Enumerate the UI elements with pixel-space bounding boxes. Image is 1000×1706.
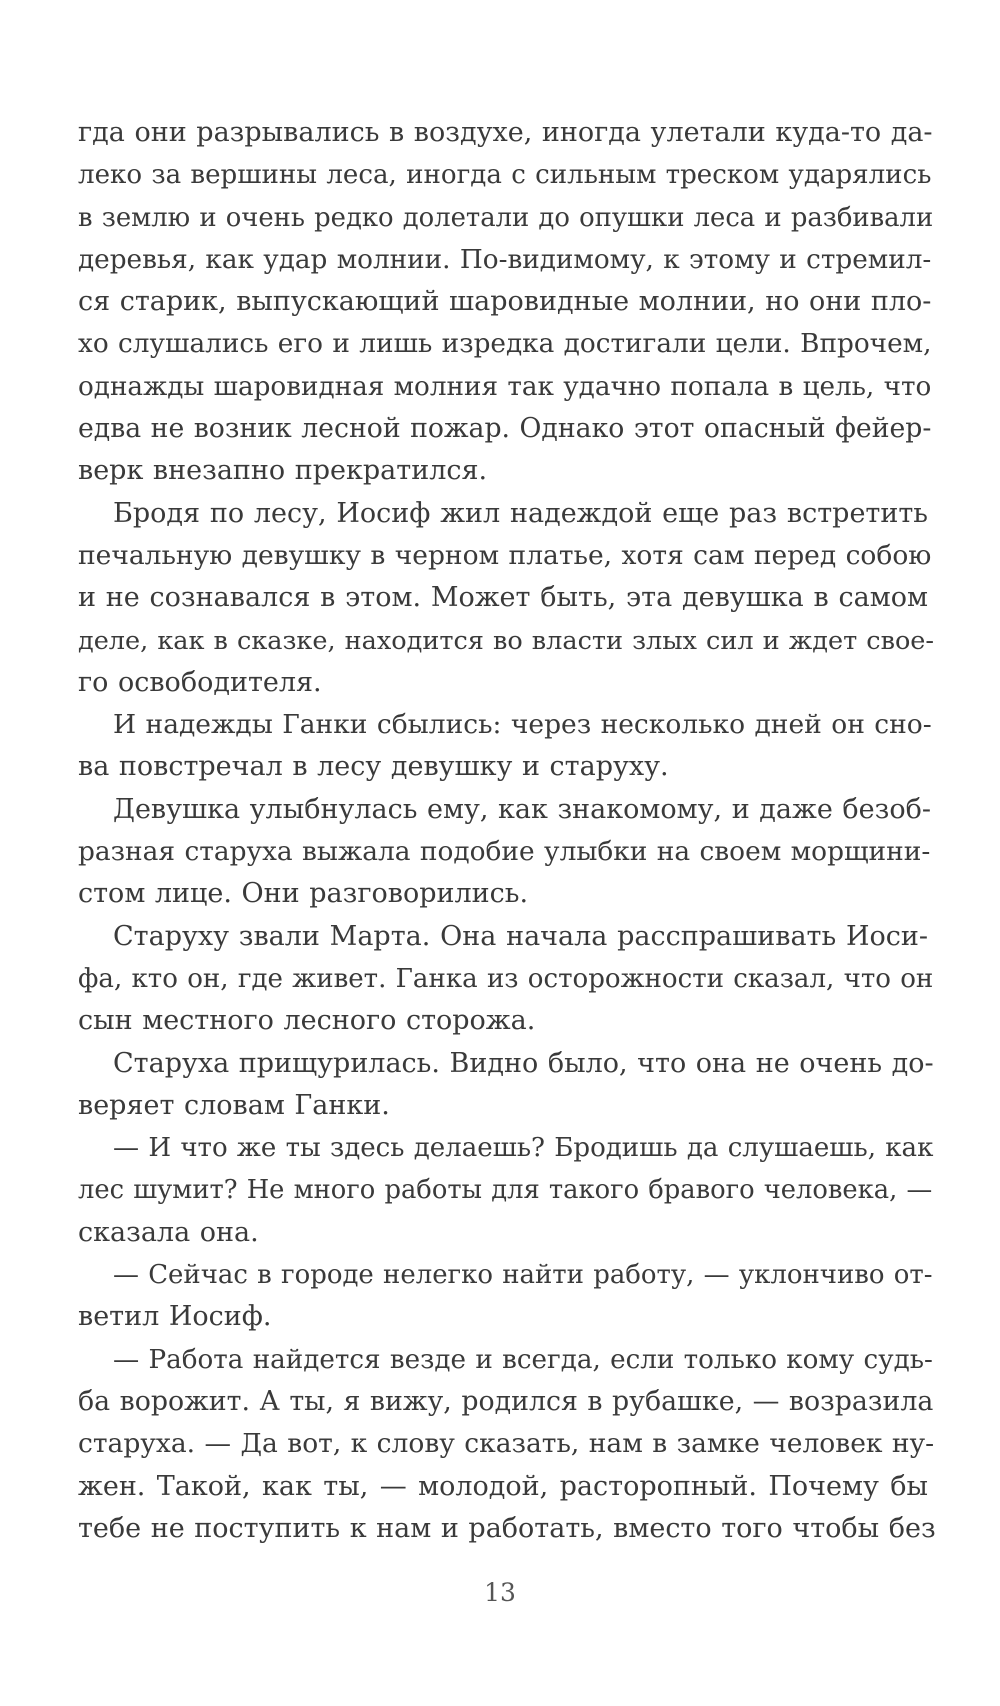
paragraph-start-line: Девушка улыбнулась ему, как знакомому, и даже безоб- (113, 793, 932, 825)
paragraph-start-line: Старуху звали Марта. Она начала расспрашивать Иоси- (113, 920, 928, 952)
text-line: ва повстречал в лесу девушку и старуху. (78, 751, 669, 783)
paragraph-start-line: — И что же ты здесь делаешь? Бродишь да слушаешь, как (113, 1133, 934, 1164)
text-line: гда они разрывались в воздухе, иногда улетали куда-то да- (78, 117, 933, 148)
paragraph-start-line: И надежды Ганки сбылись: через несколько дней он сно- (113, 709, 932, 741)
text-line: разная старуха выжала подобие улыбки на своем морщини- (78, 836, 931, 868)
text-line: веряет словам Ганки. (78, 1089, 390, 1121)
text-line: печальную девушку в черном платье, хотя сам перед собою (78, 539, 932, 571)
text-line: тебе не поступить к нам и работать, вместо того чтобы без (78, 1512, 936, 1544)
text-line: ба ворожит. А ты, я вижу, родился в рубашке, — возразила (78, 1385, 934, 1417)
text-line: ся старик, выпускающий шаровидные молнии, но они пло- (78, 286, 932, 318)
text-line: в землю и очень редко долетали до опушки леса и разбивали (78, 202, 934, 233)
text-line: го освободителя. (78, 666, 322, 698)
text-line: деревья, как удар молнии. По-видимому, к этому и стремил- (78, 244, 932, 275)
text-line: лес шумит? Не много работы для такого бравого человека, — (78, 1175, 933, 1206)
body-text (78, 112, 936, 1550)
text-line: фа, кто он, где живет. Ганка из осторожности сказал, что он (78, 963, 934, 994)
text-line: ветил Иосиф. (78, 1301, 272, 1333)
paragraph-start-line: Старуха прищурилась. Видно было, что она не очень до- (113, 1047, 934, 1079)
text-line: леко за вершины леса, иногда с сильным треском ударялись (78, 160, 932, 191)
text-line: сказала она. (78, 1216, 259, 1248)
paragraph-start-line: — Работа найдется везде и всегда, если только кому судь- (113, 1344, 933, 1375)
text-line: однажды шаровидная молния так удачно попала в цель, что (78, 371, 932, 402)
paragraph-start-line: Бродя по лесу, Иосиф жил надеждой еще раз встретить (113, 497, 928, 529)
text-line: деле, как в сказке, находится во власти злых сил и ждет свое- (78, 625, 935, 656)
text-line: сын местного лесного сторожа. (78, 1005, 536, 1037)
paragraph-start-line: — Сейчас в городе нелегко найти работу, — уклончиво от- (113, 1260, 933, 1291)
text-line: едва не возник лесной пожар. Однако этот опасный фейер- (78, 413, 932, 445)
page-number: 13 (484, 1578, 516, 1607)
text-line: и не сознавался в этом. Может быть, эта девушка в самом (78, 582, 928, 614)
text-line: хо слушались его и лишь изредка достигали цели. Впрочем, (78, 329, 932, 360)
text-line: верк внезапно прекратился. (78, 455, 488, 487)
text-line: жен. Такой, как ты, — молодой, расторопный. Почему бы (78, 1470, 928, 1502)
text-line: старуха. — Да вот, к слову сказать, нам в замке человек ну- (78, 1428, 935, 1460)
text-line: стом лице. Они разговорились. (78, 878, 529, 910)
